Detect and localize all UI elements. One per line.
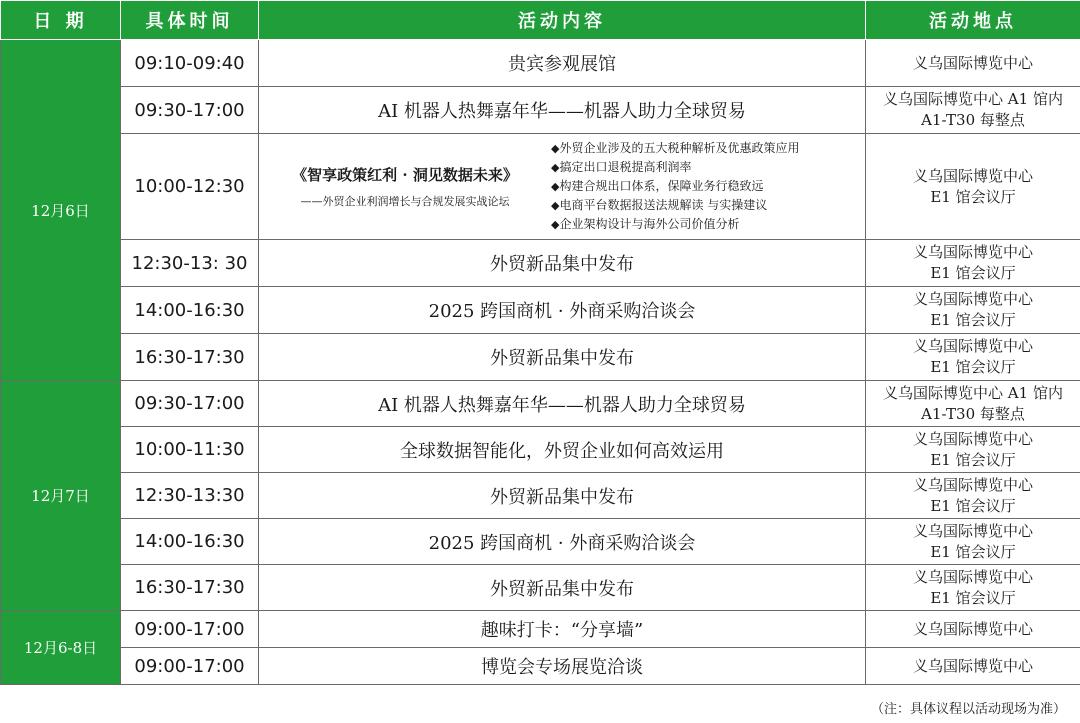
table-row bbox=[1, 134, 1080, 240]
table-row bbox=[1, 381, 1080, 427]
venue-line: E1 馆会议厅 bbox=[930, 542, 1016, 561]
forum-block bbox=[259, 139, 865, 234]
header-row bbox=[1, 1, 1080, 40]
header-time: 具体时间 bbox=[121, 1, 259, 40]
forum-subtitle: ——外贸企业利润增长与合规发展实战论坛 bbox=[300, 195, 510, 208]
activity-cell: 外贸新品集中发布 bbox=[259, 473, 866, 519]
venue-cell bbox=[866, 381, 1080, 427]
venue-cell bbox=[866, 87, 1080, 134]
venue-cell bbox=[866, 648, 1080, 685]
activity-cell: 2025 跨国商机 · 外商采购洽谈会 bbox=[259, 287, 866, 334]
venue-line: E1 馆会议厅 bbox=[930, 264, 1016, 282]
time-cell: 10:00-12:30 bbox=[121, 134, 259, 240]
venue-line: E1 馆会议厅 bbox=[930, 187, 1016, 206]
venue-line: 义乌国际博览中心 bbox=[912, 656, 1033, 675]
activity-cell: 趣味打卡：“分享墙” bbox=[259, 611, 866, 648]
time-cell: 10:00-11:30 bbox=[121, 427, 259, 473]
table-row bbox=[1, 87, 1080, 134]
time-cell: 09:00-17:00 bbox=[121, 611, 259, 648]
venue-line: 义乌国际博览中心 bbox=[912, 53, 1033, 72]
date-cell: 12月6日 bbox=[1, 40, 121, 381]
venue-cell bbox=[866, 134, 1080, 240]
time-cell: 16:30-17:30 bbox=[121, 565, 259, 611]
activity-cell: 外贸新品集中发布 bbox=[259, 240, 866, 287]
activity-cell: 博览会专场展览洽谈 bbox=[259, 648, 866, 685]
activity-cell: 外贸新品集中发布 bbox=[259, 565, 866, 611]
activity-cell: 全球数据智能化，外贸企业如何高效运用 bbox=[259, 427, 866, 473]
venue-line: 义乌国际博览中心 bbox=[912, 166, 1033, 185]
table-row bbox=[1, 611, 1080, 648]
time-cell: 09:30-17:00 bbox=[121, 381, 259, 427]
venue-line: A1-T30 每整点 bbox=[921, 404, 1025, 423]
table-row bbox=[1, 287, 1080, 334]
header-activity: 活动内容 bbox=[259, 1, 866, 40]
venue-line: 义乌国际博览中心 bbox=[912, 290, 1033, 308]
forum-topic: ◆ 外贸企业涉及的五大税种解析及优惠政策应用 bbox=[551, 139, 865, 158]
venue-line: 义乌国际博览中心 bbox=[912, 243, 1033, 261]
header-venue: 活动地点 bbox=[866, 1, 1080, 40]
table-row bbox=[1, 565, 1080, 611]
table-row bbox=[1, 40, 1080, 87]
venue-line: 义乌国际博览中心 bbox=[912, 619, 1033, 638]
venue-line: E1 馆会议厅 bbox=[930, 450, 1016, 469]
time-cell: 12:30-13:30 bbox=[121, 473, 259, 519]
activity-cell: 2025 跨国商机 · 外商采购洽谈会 bbox=[259, 519, 866, 565]
activity-cell: 贵宾参观展馆 bbox=[259, 40, 866, 87]
forum-cell bbox=[259, 134, 866, 240]
table-row bbox=[1, 648, 1080, 685]
header-date: 日 期 bbox=[1, 1, 121, 40]
venue-cell bbox=[866, 473, 1080, 519]
table-row bbox=[1, 427, 1080, 473]
venue-line: 义乌国际博览中心 bbox=[912, 337, 1033, 355]
venue-cell bbox=[866, 40, 1080, 87]
venue-cell bbox=[866, 519, 1080, 565]
date-cell: 12月6-8日 bbox=[1, 611, 121, 685]
forum-topic: ◆ 构建合规出口体系，保障业务行稳致远 bbox=[551, 177, 865, 196]
forum-topic-list bbox=[551, 139, 865, 234]
venue-cell bbox=[866, 611, 1080, 648]
time-cell: 14:00-16:30 bbox=[121, 287, 259, 334]
time-cell: 16:30-17:30 bbox=[121, 334, 259, 381]
venue-cell bbox=[866, 334, 1080, 381]
venue-line: A1-T30 每整点 bbox=[921, 111, 1025, 129]
activity-cell: AI 机器人热舞嘉年华——机器人助力全球贸易 bbox=[259, 381, 866, 427]
venue-line: E1 馆会议厅 bbox=[930, 588, 1016, 607]
venue-cell bbox=[866, 240, 1080, 287]
forum-topic: ◆ 企业架构设计与海外公司价值分析 bbox=[551, 215, 865, 234]
time-cell: 09:10-09:40 bbox=[121, 40, 259, 87]
table-row bbox=[1, 473, 1080, 519]
time-cell: 09:00-17:00 bbox=[121, 648, 259, 685]
venue-line: E1 馆会议厅 bbox=[930, 358, 1016, 376]
forum-title: 《智享政策红利 · 洞见数据未来》 bbox=[292, 166, 518, 184]
venue-line: 义乌国际博览中心 bbox=[912, 521, 1033, 540]
table-row bbox=[1, 240, 1080, 287]
forum-topic: ◆ 搞定出口退税提高利润率 bbox=[551, 158, 865, 177]
table-row bbox=[1, 334, 1080, 381]
venue-line: 义乌国际博览中心 bbox=[912, 475, 1033, 494]
venue-line: 义乌国际博览中心 A1 馆内 bbox=[883, 90, 1063, 108]
activity-cell: 外贸新品集中发布 bbox=[259, 334, 866, 381]
activity-cell: AI 机器人热舞嘉年华——机器人助力全球贸易 bbox=[259, 87, 866, 134]
table-row bbox=[1, 519, 1080, 565]
venue-cell bbox=[866, 287, 1080, 334]
venue-cell bbox=[866, 427, 1080, 473]
time-cell: 12:30-13: 30 bbox=[121, 240, 259, 287]
venue-line: 义乌国际博览中心 A1 馆内 bbox=[883, 383, 1063, 402]
forum-topic: ◆ 电商平台数据报送法规解读 与实操建议 bbox=[551, 196, 865, 215]
venue-cell bbox=[866, 565, 1080, 611]
venue-line: E1 馆会议厅 bbox=[930, 311, 1016, 329]
forum-heading bbox=[259, 164, 551, 209]
time-cell: 09:30-17:00 bbox=[121, 87, 259, 134]
time-cell: 14:00-16:30 bbox=[121, 519, 259, 565]
footnote: （注：具体议程以活动现场为准） bbox=[870, 702, 1066, 717]
venue-line: E1 馆会议厅 bbox=[930, 496, 1016, 515]
venue-line: 义乌国际博览中心 bbox=[912, 567, 1033, 586]
date-cell: 12月7日 bbox=[1, 381, 121, 611]
venue-line: 义乌国际博览中心 bbox=[912, 429, 1033, 448]
